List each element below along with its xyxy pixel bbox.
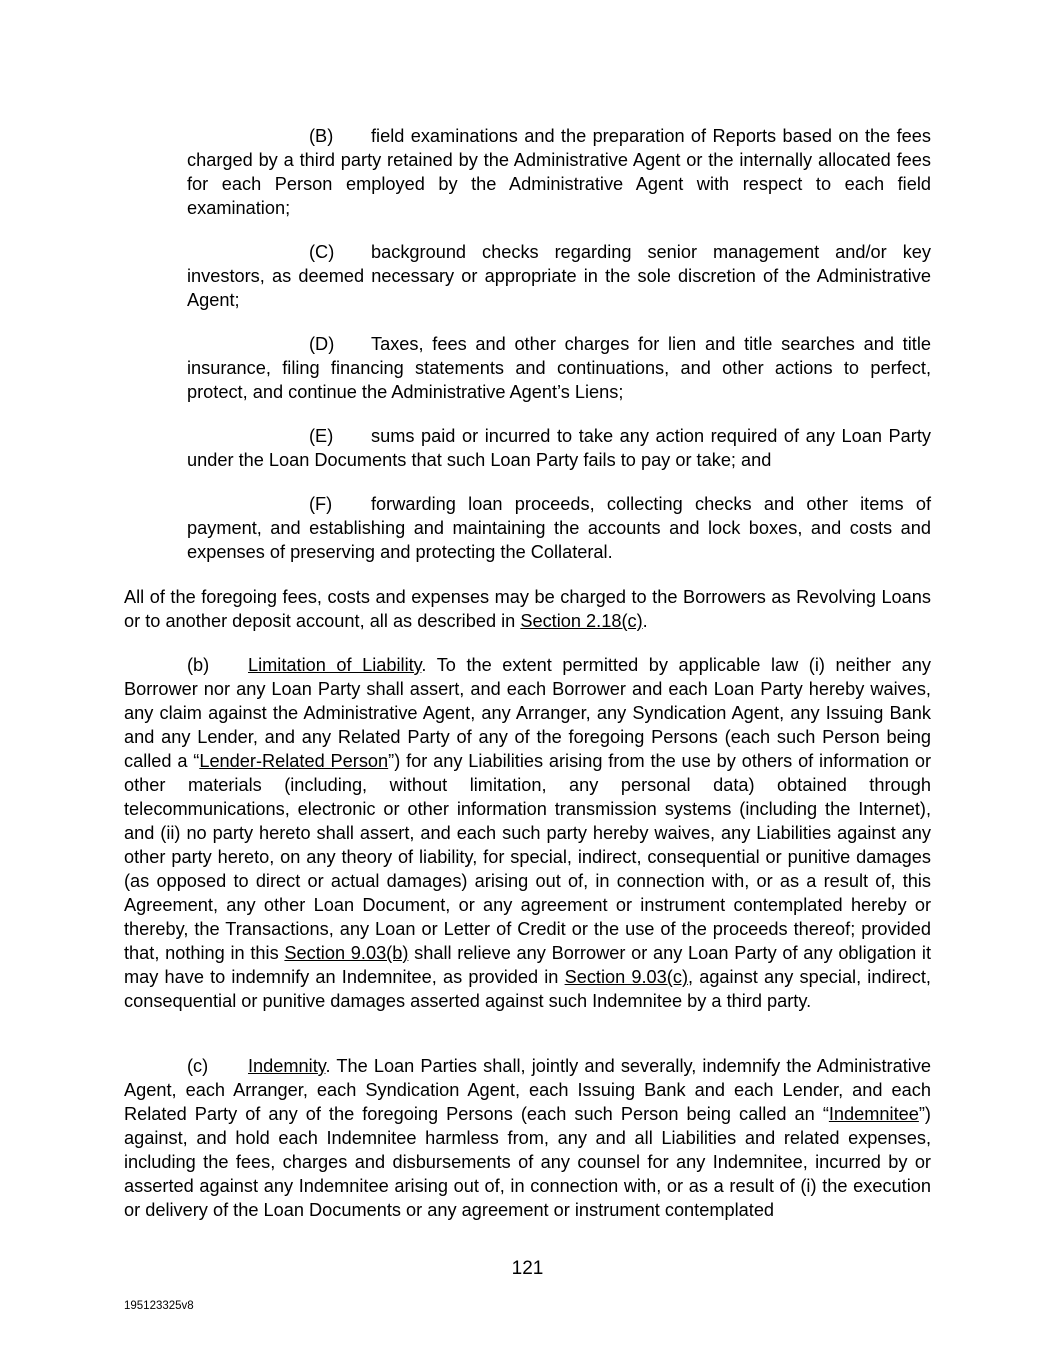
section-9-03b-link[interactable]: Section 9.03(b) <box>284 943 409 963</box>
section-2-18c-link[interactable]: Section 2.18(c) <box>520 611 643 631</box>
clause-e-text: sums paid or incurred to take any action required of any Loan Party under the Loan Documents that such Loan Party fails to pay or take; and <box>187 426 931 470</box>
clause-d-text: Taxes, fees and other charges for lien and title searches and title insurance, filing financing statements and continuations, and other actions to perfect, protect, and continue the Administrative Agent’s Liens; <box>187 334 931 402</box>
clause-e-marker: (E) <box>309 426 334 446</box>
limitation-text-2: ”) for any Liabilities arising from the use by others of information or other materials (including, without limitation, any personal data) obtained through telecommunications, electronic or other information transmission systems (including the Internet), and (ii) no party hereto shall assert, and each such party hereby waives, any Liabilities against any other party hereto, on any theory of liability, for special, indirect, consequential or punitive damages (as opposed to direct or actual damages) arising out of, in connection with, or as a result of, this Agreement, any other Loan Document, or any agreement or instrument contemplated hereby or thereby, the Transactions, any Loan or Letter of Credit or the use of the proceeds thereof; provided that, nothing in this <box>124 751 932 963</box>
document-id: 195123325v8 <box>124 1300 194 1312</box>
limitation-text-4: , against any special, indirect, consequential or punitive damages asserted against such Indemnitee by a third party. <box>124 967 931 1011</box>
clause-b-text: field examinations and the preparation of Reports based on the fees charged by a third party retained by the Administrative Agent or the internally allocated fees for each Person employed by the Administrative Agent with respect to each field examination; <box>187 126 931 218</box>
indemnity-heading: Indemnity <box>248 1056 326 1076</box>
clause-b <box>187 124 931 220</box>
foregoing-text-2: . <box>642 611 648 631</box>
indemnity-paragraph <box>124 1054 931 1222</box>
limitation-of-liability-paragraph <box>124 653 931 1013</box>
page-number: 121 <box>511 1258 544 1279</box>
foregoing-text-1: All of the foregoing fees, costs and expenses may be charged to the Borrowers as Revolving Loans or to another deposit account, all as described in <box>124 587 931 631</box>
limitation-marker: (b) <box>187 655 210 675</box>
limitation-text-1: . To the extent permitted by applicable law (i) neither any Borrower nor any Loan Party shall assert, and each Borrower and each Loan Party hereby waives, any claim against the Administrative Agent, any Arranger, any Syndication Agent, any Issuing Bank and any Lender, and any Related Party of any of the foregoing Persons (each such Person being called a “ <box>124 655 931 771</box>
lender-related-person-term: Lender-Related Person <box>199 751 389 771</box>
clause-f-text: forwarding loan proceeds, collecting checks and other items of payment, and establishing and maintaining the accounts and lock boxes, and costs and expenses of preserving and protecting the Collateral. <box>187 494 931 562</box>
limitation-heading: Limitation of Liability <box>248 655 422 675</box>
indemnity-text-1: . The Loan Parties shall, jointly and severally, indemnify the Administrative Agent, each Arranger, each Syndication Agent, each Issuing Bank and each Lender, and each Related Party of any of the foregoing Persons (each such Person being called an “ <box>124 1056 931 1124</box>
clause-c-text: background checks regarding senior management and/or key investors, as deemed necessary or appropriate in the sole discretion of the Administrative Agent; <box>187 242 931 310</box>
indemnitee-term: Indemnitee <box>828 1104 919 1124</box>
clause-f <box>187 492 931 564</box>
clause-d <box>187 332 931 404</box>
clause-b-marker: (B) <box>309 126 334 146</box>
clause-c-marker: (C) <box>309 242 335 262</box>
clause-d-marker: (D) <box>309 334 335 354</box>
clause-c <box>187 240 931 312</box>
limitation-text-3: shall relieve any Borrower or any Loan Party of any obligation it may have to indemnify an Indemnitee, as provided in <box>124 943 931 987</box>
indemnity-text-2: ”) against, and hold each Indemnitee harmless from, any and all Liabilities and related expenses, including the fees, charges and disbursements of any counsel for any Indemnitee, incurred by or asserted against any Indemnitee arising out of, in connection with, or as a result of (i) the execution or delivery of the Loan Documents or any agreement or instrument contemplated <box>124 1104 931 1220</box>
clause-f-marker: (F) <box>309 494 333 514</box>
indemnity-marker: (c) <box>187 1056 209 1076</box>
section-9-03c-link[interactable]: Section 9.03(c) <box>564 967 688 987</box>
foregoing-paragraph <box>124 585 931 633</box>
clause-e <box>187 424 931 472</box>
